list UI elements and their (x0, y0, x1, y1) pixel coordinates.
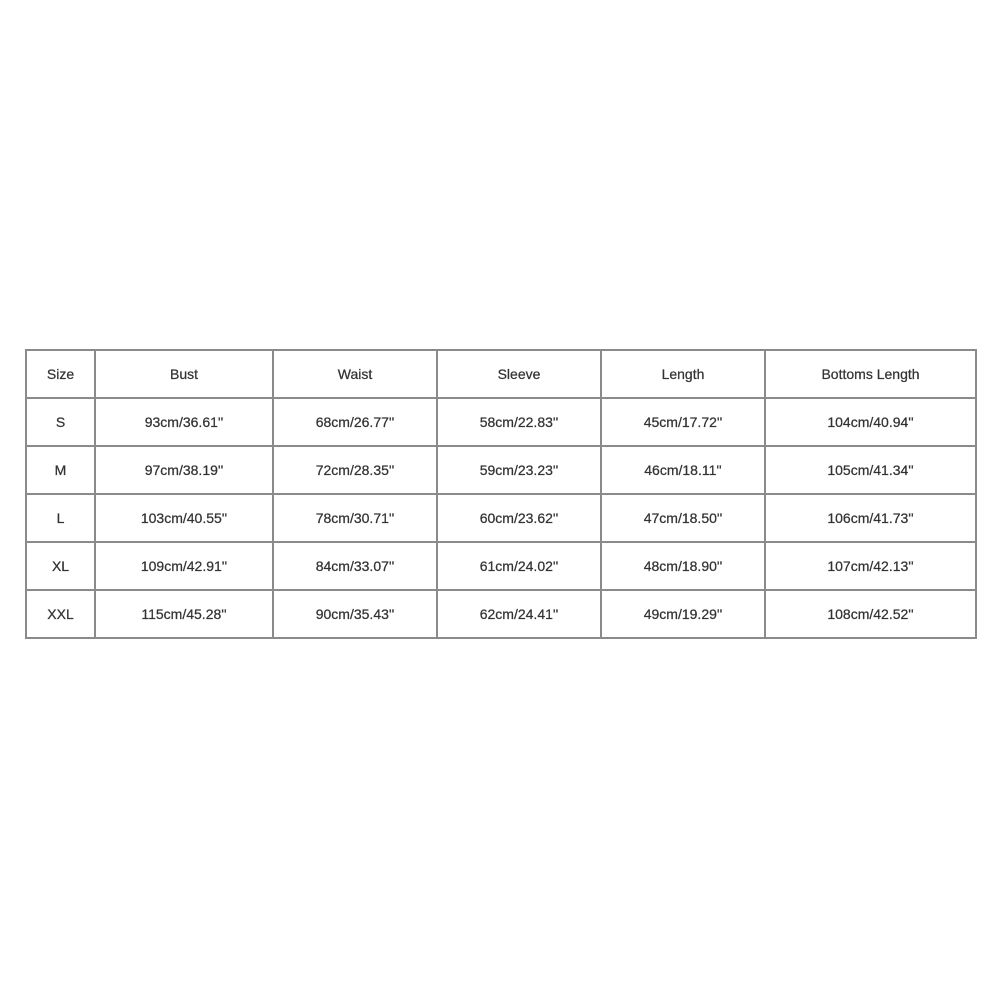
cell-bottoms-length: 106cm/41.73'' (765, 494, 976, 542)
cell-sleeve: 58cm/22.83'' (437, 398, 601, 446)
cell-bust: 97cm/38.19'' (95, 446, 273, 494)
cell-bottoms-length: 108cm/42.52'' (765, 590, 976, 638)
header-size: Size (26, 350, 95, 398)
cell-sleeve: 62cm/24.41'' (437, 590, 601, 638)
cell-bust: 93cm/36.61'' (95, 398, 273, 446)
cell-size: L (26, 494, 95, 542)
table-row (26, 398, 976, 446)
cell-bottoms-length: 104cm/40.94'' (765, 398, 976, 446)
cell-length: 49cm/19.29'' (601, 590, 765, 638)
cell-bust: 115cm/45.28'' (95, 590, 273, 638)
cell-bottoms-length: 105cm/41.34'' (765, 446, 976, 494)
cell-size: M (26, 446, 95, 494)
header-bust: Bust (95, 350, 273, 398)
table-row (26, 590, 976, 638)
cell-length: 45cm/17.72'' (601, 398, 765, 446)
table-row (26, 446, 976, 494)
cell-sleeve: 60cm/23.62'' (437, 494, 601, 542)
cell-bottoms-length: 107cm/42.13'' (765, 542, 976, 590)
cell-sleeve: 61cm/24.02'' (437, 542, 601, 590)
cell-size: XL (26, 542, 95, 590)
cell-sleeve: 59cm/23.23'' (437, 446, 601, 494)
table-row (26, 542, 976, 590)
cell-bust: 109cm/42.91'' (95, 542, 273, 590)
cell-length: 47cm/18.50'' (601, 494, 765, 542)
size-chart-table (25, 349, 977, 639)
cell-bust: 103cm/40.55'' (95, 494, 273, 542)
cell-waist: 90cm/35.43'' (273, 590, 437, 638)
header-row (26, 350, 976, 398)
cell-waist: 68cm/26.77'' (273, 398, 437, 446)
header-length: Length (601, 350, 765, 398)
cell-size: XXL (26, 590, 95, 638)
cell-size: S (26, 398, 95, 446)
table-row (26, 494, 976, 542)
cell-length: 48cm/18.90'' (601, 542, 765, 590)
cell-length: 46cm/18.11'' (601, 446, 765, 494)
header-sleeve: Sleeve (437, 350, 601, 398)
cell-waist: 84cm/33.07'' (273, 542, 437, 590)
header-bottoms-length: Bottoms Length (765, 350, 976, 398)
cell-waist: 78cm/30.71'' (273, 494, 437, 542)
cell-waist: 72cm/28.35'' (273, 446, 437, 494)
header-waist: Waist (273, 350, 437, 398)
